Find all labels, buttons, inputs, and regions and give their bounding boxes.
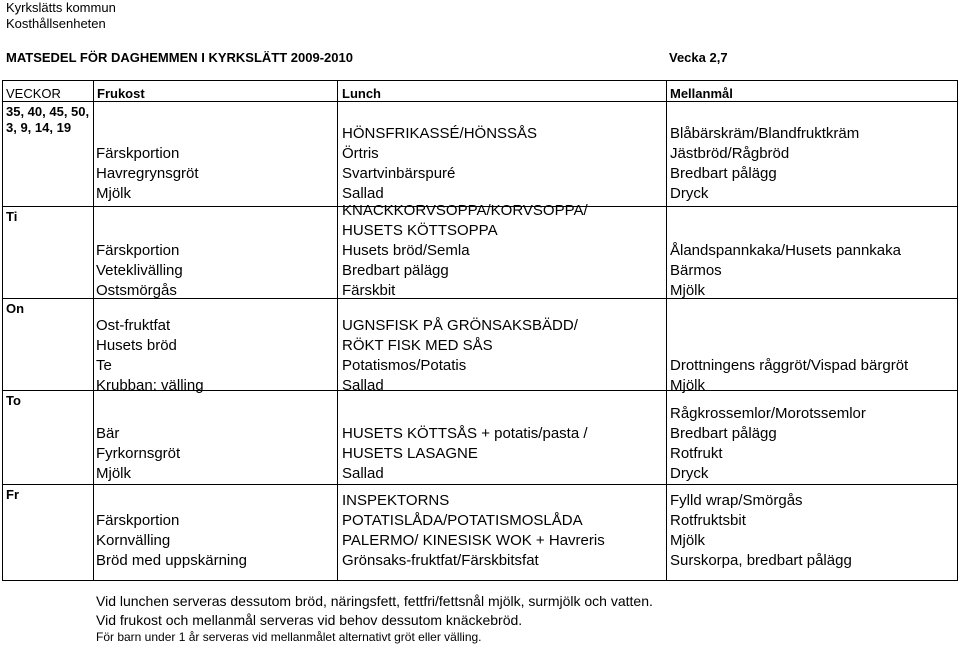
snack-cell: Drottningens råggröt/Vispad bärgröt Mjölk xyxy=(670,357,909,394)
breakfast-cell: Färskportion Veteklivälling Ostsmörgås xyxy=(96,242,183,299)
col-header-snack: Mellanmål xyxy=(670,86,733,101)
breakfast-cell: Färskportion Kornvälling Bröd med uppskärning xyxy=(96,512,247,569)
breakfast-cell: Ost-fruktfat Husets bröd Te Krubban: välling xyxy=(96,317,204,394)
col-divider-3 xyxy=(666,81,667,581)
header-divider xyxy=(2,101,958,102)
org-name: Kyrkslätts kommun xyxy=(6,0,116,15)
lunch-cell: INSPEKTORNS POTATISLÅDA/POTATISMOSLÅDA PALERMO/ KINESISK WOK + Havreris Grönsaks-fruktfat/Färskbitsfat xyxy=(342,492,605,569)
lunch-cell: KNACKKORVSOPPA/KORVSOPPA/ HUSETS KÖTTSOPPA Husets bröd/Semla Bredbart pälägg Färskbit xyxy=(342,202,588,299)
col-header-breakfast: Frukost xyxy=(97,86,145,101)
department-name: Kosthållsenheten xyxy=(6,16,106,31)
snack-cell: Blåbärskräm/Blandfruktkräm Jästbröd/Rågbröd Bredbart pålägg Dryck xyxy=(670,125,860,202)
footer-note-lunch: Vid lunchen serveras dessutom bröd, näringsfett, fettfri/fettsnål mjölk, surmjölk och vatten. xyxy=(96,593,653,609)
lunch-cell: HUSETS KÖTTSÅS + potatis/pasta / HUSETS LASAGNE Sallad xyxy=(342,425,588,482)
day-label-thursday: To xyxy=(6,393,21,408)
col-divider-1 xyxy=(93,81,94,581)
lunch-cell: UGNSFISK PÅ GRÖNSAKSBÄDD/ RÖKT FISK MED SÅS Potatismos/Potatis Sallad xyxy=(342,317,578,394)
day-label-wednesday: On xyxy=(6,301,25,316)
col-header-weeks: VECKOR xyxy=(6,86,61,101)
footer-note-infants: För barn under 1 år serveras vid mellanmålet alternativt gröt eller välling. xyxy=(96,630,482,644)
day-label-tuesday: Ti xyxy=(6,209,18,224)
page-title: MATSEDEL FÖR DAGHEMMEN I KYRKSLÄTT 2009-2010 xyxy=(6,50,353,65)
lunch-cell: HÖNSFRIKASSÉ/HÖNSSÅS Örtris Svartvinbärspuré Sallad xyxy=(342,125,538,202)
breakfast-cell: Bär Fyrkornsgröt Mjölk xyxy=(96,425,181,482)
snack-cell: Rågkrossemlor/Morotssemlor Bredbart pålägg Rotfrukt Dryck xyxy=(670,405,866,482)
week-label: Vecka 2,7 xyxy=(669,50,728,65)
footer-note-breakfast: Vid frukost och mellanmål serveras vid behov dessutom knäckebröd. xyxy=(96,612,523,628)
col-header-lunch: Lunch xyxy=(342,86,381,101)
col-divider-2 xyxy=(337,81,338,581)
day-label-friday: Fr xyxy=(6,487,19,502)
snack-cell: Fylld wrap/Smörgås Rotfruktsbit Mjölk Surskorpa, bredbart pålägg xyxy=(670,492,852,569)
breakfast-cell: Färskportion Havregrynsgröt Mjölk xyxy=(96,145,199,202)
snack-cell: Ålandspannkaka/Husets pannkaka Bärmos Mjölk xyxy=(670,242,901,299)
day-label-weeks: 35, 40, 45, 50, 3, 9, 14, 19 xyxy=(6,104,90,135)
row-divider-4 xyxy=(2,484,958,485)
